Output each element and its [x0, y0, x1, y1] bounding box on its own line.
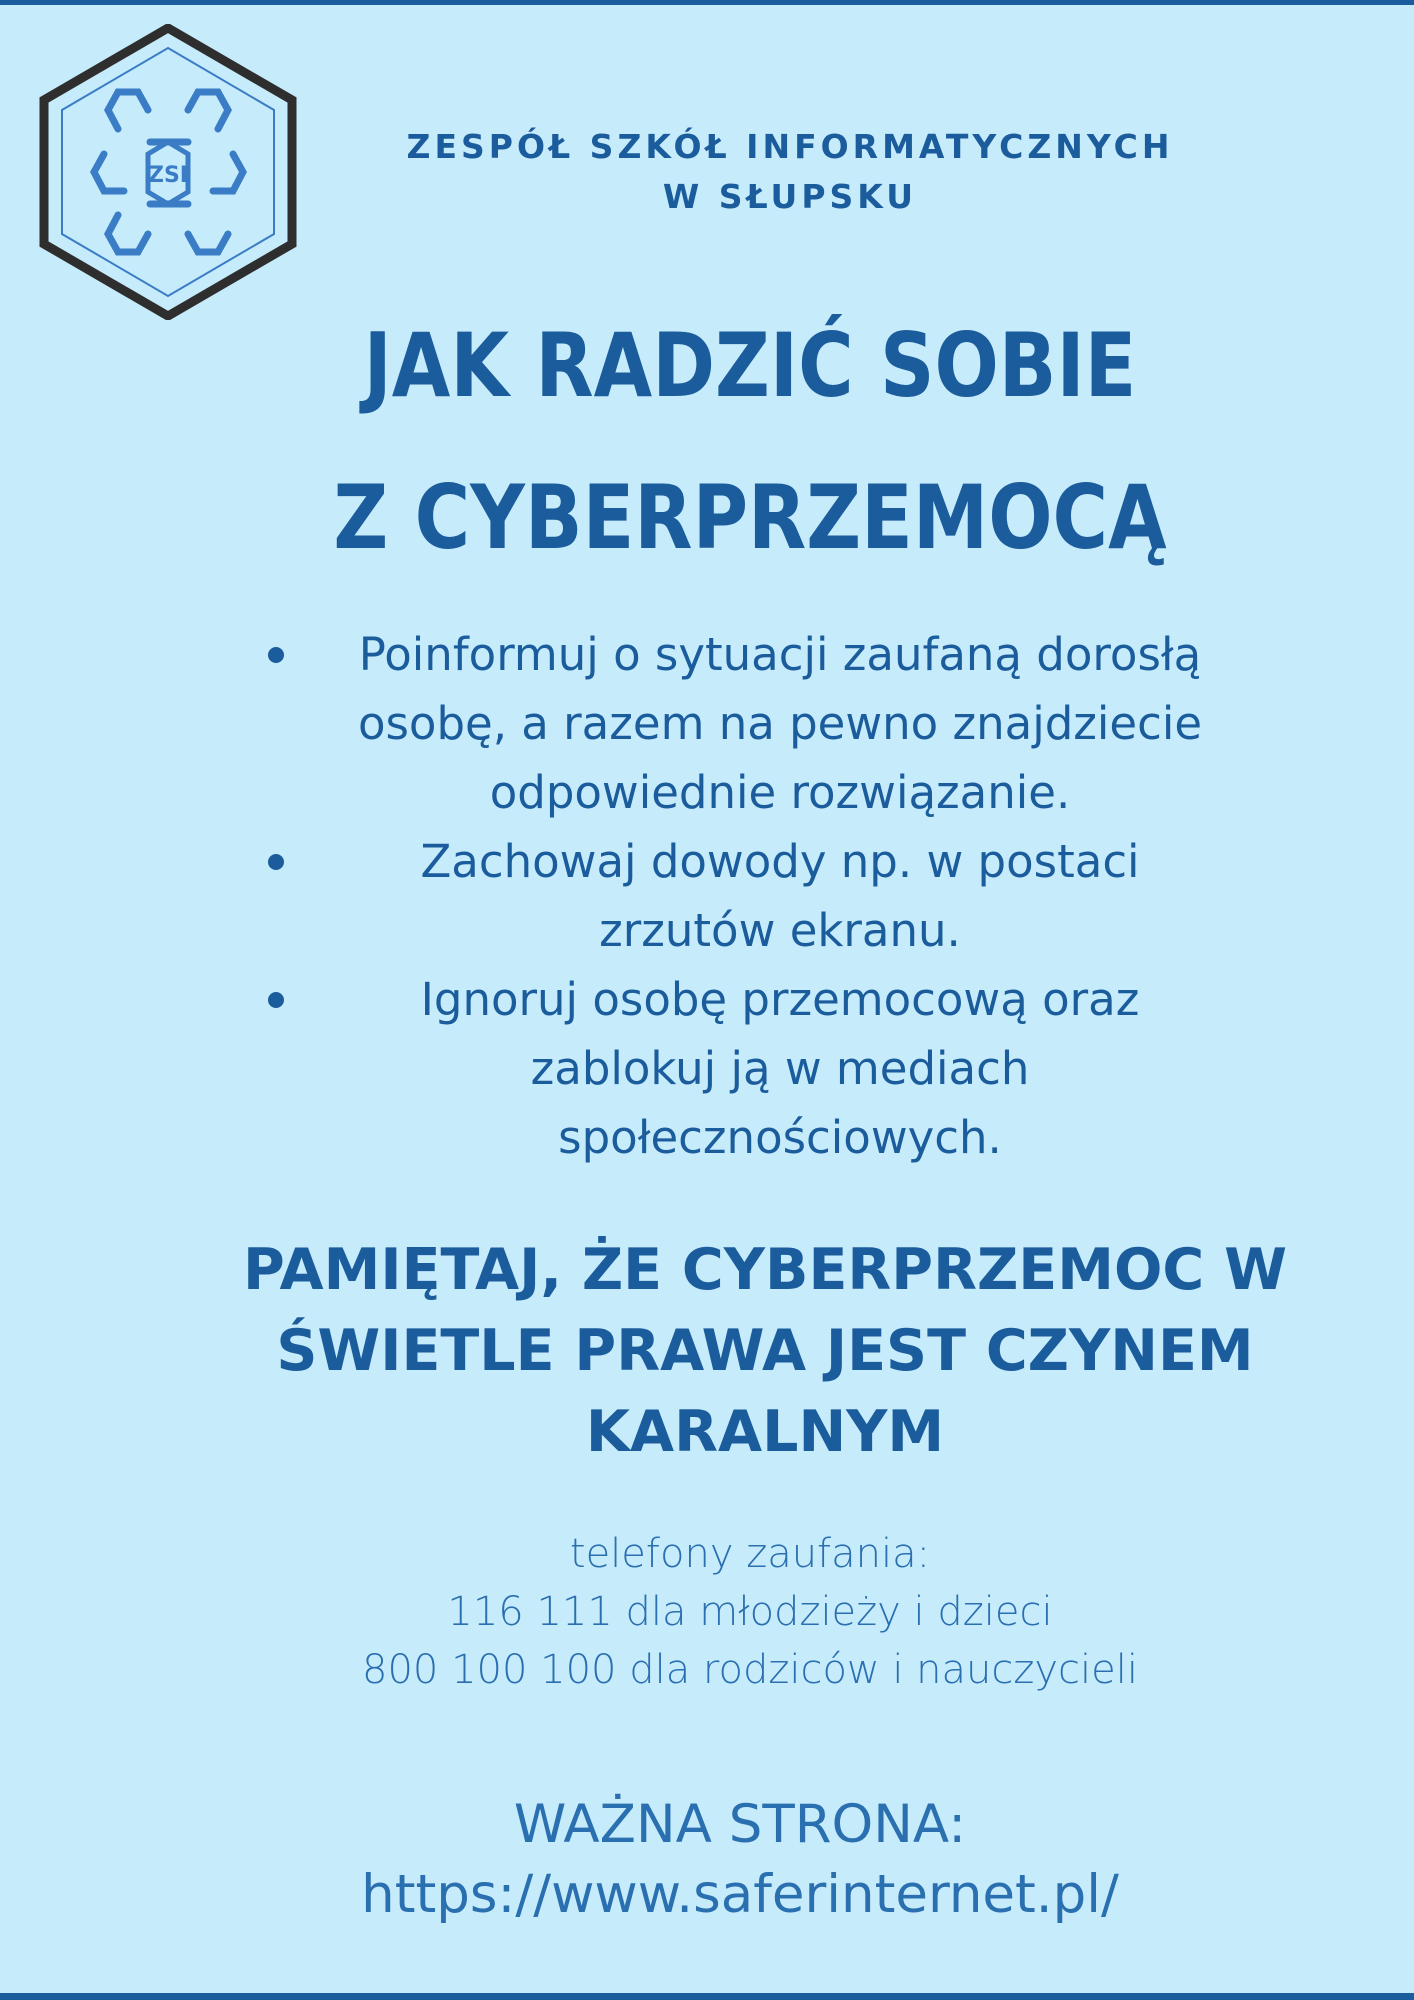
school-name-line2: W SŁUPSKU	[662, 177, 918, 216]
title-line1: JAK RADZIĆ SOBIE	[363, 314, 1137, 417]
title-line2: Z CYBERPRZEMOCĄ	[333, 466, 1167, 569]
bullet-icon	[268, 647, 284, 663]
tip-line: Zachowaj dowody np. w postaci	[420, 835, 1140, 888]
helplines-heading: telefony zaufania:	[569, 1531, 931, 1577]
school-logo	[38, 24, 298, 320]
bullet-icon	[268, 992, 284, 1008]
top-border	[0, 0, 1414, 5]
tips-list	[250, 620, 1250, 1172]
tip-line: zrzutów ekranu.	[599, 904, 961, 957]
warning-line2: ŚWIETLE PRAWA JEST CZYNEM	[276, 1318, 1254, 1384]
logo-text: ZSI	[148, 163, 188, 188]
warning-line3: KARALNYM	[585, 1399, 945, 1465]
tip-line: Poinformuj o sytuacji zaufaną dorosłą	[358, 628, 1202, 681]
helpline-youth: 116 111 dla młodzieży i dzieci	[447, 1589, 1053, 1635]
tip-item	[250, 620, 1250, 827]
legal-warning	[230, 1230, 1300, 1473]
school-name-line1: ZESPÓŁ SZKÓŁ INFORMATYCZNYCH	[406, 127, 1174, 166]
helpline-parents: 800 100 100 dla rodziców i nauczycieli	[362, 1647, 1138, 1693]
helplines	[300, 1525, 1200, 1699]
website-link[interactable]: WAŻNA STRONA: https://www.saferinternet.pl/	[361, 1794, 1119, 1925]
tip-line: osobę, a razem na pewno znajdziecie	[357, 697, 1203, 750]
tip-line: odpowiednie rozwiązanie.	[489, 766, 1071, 819]
bottom-border	[0, 1993, 1414, 2000]
tip-line: społecznościowych.	[558, 1111, 1002, 1164]
tip-line: Ignoruj osobę przemocową oraz	[420, 973, 1140, 1026]
warning-line1: PAMIĘTAJ, ŻE CYBERPRZEMOC W	[243, 1237, 1287, 1303]
tip-line: zablokuj ją w mediach	[530, 1042, 1030, 1095]
tip-item	[250, 965, 1250, 1172]
school-name	[360, 122, 1220, 222]
tip-item	[250, 827, 1250, 965]
page-title	[277, 290, 1223, 594]
bullet-icon	[268, 854, 284, 870]
